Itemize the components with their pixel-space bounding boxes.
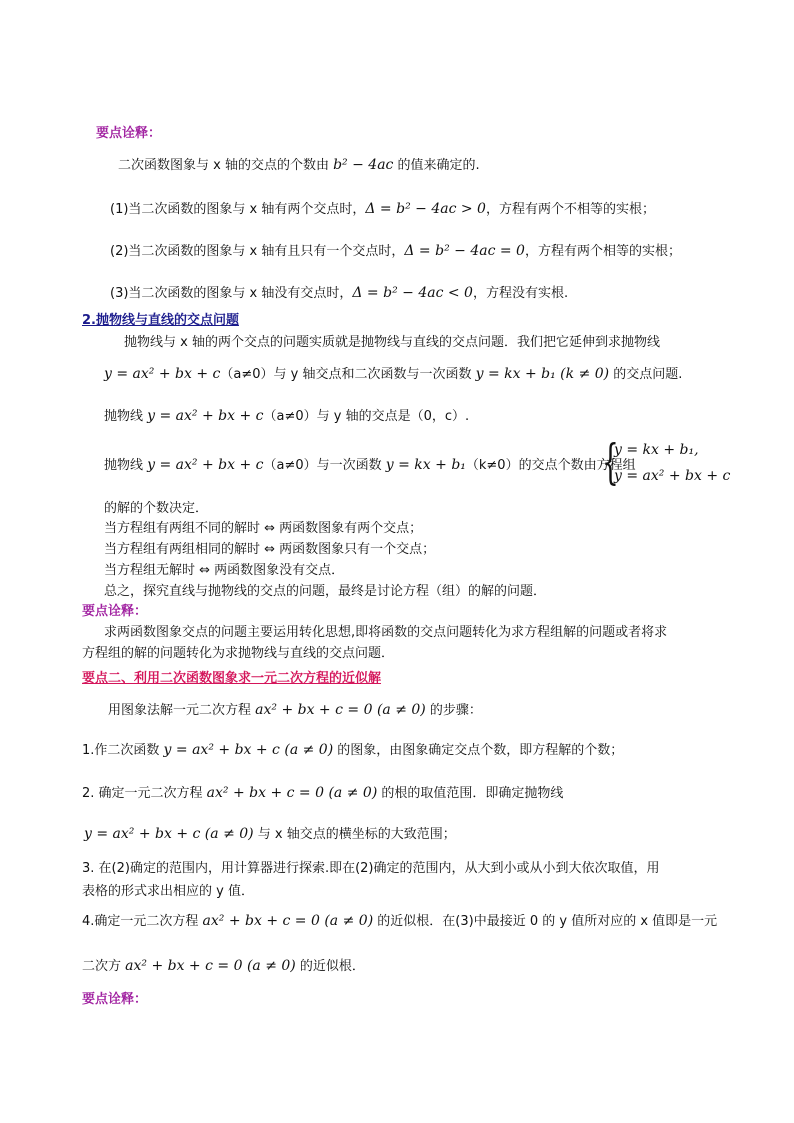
note-label-2: 要点诠释： (82, 604, 148, 619)
step-intro (108, 700, 482, 721)
text: 的近似根．在(3)中最接近 0 的 y 值所对应的 x 值即是一元 (373, 914, 718, 929)
step-3-line-2: 表格的形式求出相应的 y 值． (82, 884, 254, 899)
paragraph-7: 当方程组有两组相同的解时 ⇔ 两函数图象只有一个交点； (104, 542, 436, 557)
step-2 (82, 783, 563, 804)
text: 与 x 轴交点的横坐标的大致范围； (253, 827, 456, 842)
text: ，方程有两个相等的实根； (524, 244, 681, 259)
formula: b² − 4ac (333, 157, 394, 173)
formula: Δ = b² − 4ac > 0 (365, 201, 486, 217)
text: 的图象，由图象确定交点个数，即方程解的个数； (333, 743, 624, 758)
paragraph-9: 总之，探究直线与抛物线的交点的问题，最终是讨论方程（组）的解的问题． (104, 584, 547, 599)
system-eq-1: y = kx + b₁, (614, 442, 699, 458)
step-4 (82, 911, 717, 932)
formula: y = kx + b₁ (k ≠ 0) (475, 366, 610, 382)
case-3 (110, 283, 568, 304)
formula: y = ax² + bx + c (147, 457, 264, 473)
section-2-title: 2.抛物线与直线的交点问题 (82, 313, 239, 328)
text: 二次函数图象与 x 轴的交点的个数由 (118, 158, 334, 173)
text: (1)当二次函数的图象与 x 轴有两个交点时， (110, 202, 366, 217)
discriminant-intro (118, 155, 480, 176)
step-1 (82, 740, 623, 761)
case-1 (110, 199, 655, 220)
text: （a≠0）与 y 轴交点和二次函数与一次函数 (220, 367, 476, 382)
paragraph-2 (104, 364, 682, 385)
text: 的值来确定的. (393, 158, 480, 173)
paragraph-1: 抛物线与 x 轴的两个交点的问题实质就是抛物线与直线的交点问题．我们把它延伸到求抛物线 (124, 335, 660, 350)
paragraph-4 (104, 455, 636, 476)
paragraph-6: 当方程组有两组不同的解时 ⇔ 两函数图象有两个交点； (104, 521, 423, 536)
text: 的根的取值范围．即确定抛物线 (377, 786, 564, 801)
key-point-2-title: 要点二、利用二次函数图象求一元二次方程的近似解 (82, 671, 382, 686)
text: ，方程没有实根. (472, 286, 569, 301)
text: (2)当二次函数的图象与 x 轴有且只有一个交点时， (110, 244, 405, 259)
formula: y = kx + b₁ (385, 457, 466, 473)
formula: y = ax² + bx + c (147, 408, 264, 424)
text: (3)当二次函数的图象与 x 轴没有交点时， (110, 286, 353, 301)
step-4-continued (82, 956, 365, 977)
text: 的交点问题. (609, 367, 683, 382)
note-label-1: 要点诠释： (96, 126, 162, 141)
paragraph-10: 求两函数图象交点的问题主要运用转化思想,即将函数的交点问题转化为求方程组解的问题或者将求 (104, 625, 668, 640)
note-label-3: 要点诠释： (82, 992, 148, 1007)
step-2-continued (84, 824, 456, 845)
text: ，方程有两个不相等的实根； (485, 202, 655, 217)
brace-symbol: { (602, 434, 619, 490)
formula: ax² + bx + c = 0 (a ≠ 0) (202, 913, 374, 929)
equation-system (602, 434, 732, 490)
formula: Δ = b² − 4ac < 0 (352, 285, 473, 301)
text: （a≠0）与 y 轴的交点是（0，c）. (263, 409, 470, 424)
formula: ax² + bx + c = 0 (a ≠ 0) (206, 785, 378, 801)
formula: Δ = b² − 4ac = 0 (404, 243, 525, 259)
paragraph-5: 的解的个数决定． (104, 501, 209, 516)
text: 2. 确定一元二次方程 (82, 786, 207, 801)
paragraph-11: 方程组的解的问题转化为求抛物线与直线的交点问题． (82, 646, 395, 661)
system-eq-2: y = ax² + bx + c (614, 468, 731, 484)
formula: ax² + bx + c = 0 (a ≠ 0) (125, 958, 296, 974)
formula: ax² + bx + c = 0 (a ≠ 0) (255, 702, 426, 718)
formula: y = ax² + bx + c (a ≠ 0) (163, 742, 334, 758)
text: 1.作二次函数 (82, 743, 164, 758)
text: （a≠0）与一次函数 (263, 458, 386, 473)
text: 抛物线 (104, 409, 148, 424)
text: 二次方 (82, 959, 126, 974)
text: 用图象法解一元二次方程 (108, 703, 256, 718)
text: （k≠0）的交点个数由方程组 (465, 458, 636, 473)
formula: y = ax² + bx + c (104, 366, 221, 382)
text: 的步骤： (425, 703, 482, 718)
paragraph-8: 当方程组无解时 ⇔ 两函数图象没有交点． (104, 563, 345, 578)
formula: y = ax² + bx + c (a ≠ 0) (84, 826, 254, 842)
text: 4.确定一元二次方程 (82, 914, 203, 929)
paragraph-3 (104, 406, 469, 427)
case-2 (110, 241, 681, 262)
step-3-line-1: 3. 在(2)确定的范围内，用计算器进行探索.即在(2)确定的范围内，从大到小或从小到大依次取值，用 (82, 861, 660, 876)
text: 的近似根． (295, 959, 365, 974)
text: 抛物线 (104, 458, 148, 473)
